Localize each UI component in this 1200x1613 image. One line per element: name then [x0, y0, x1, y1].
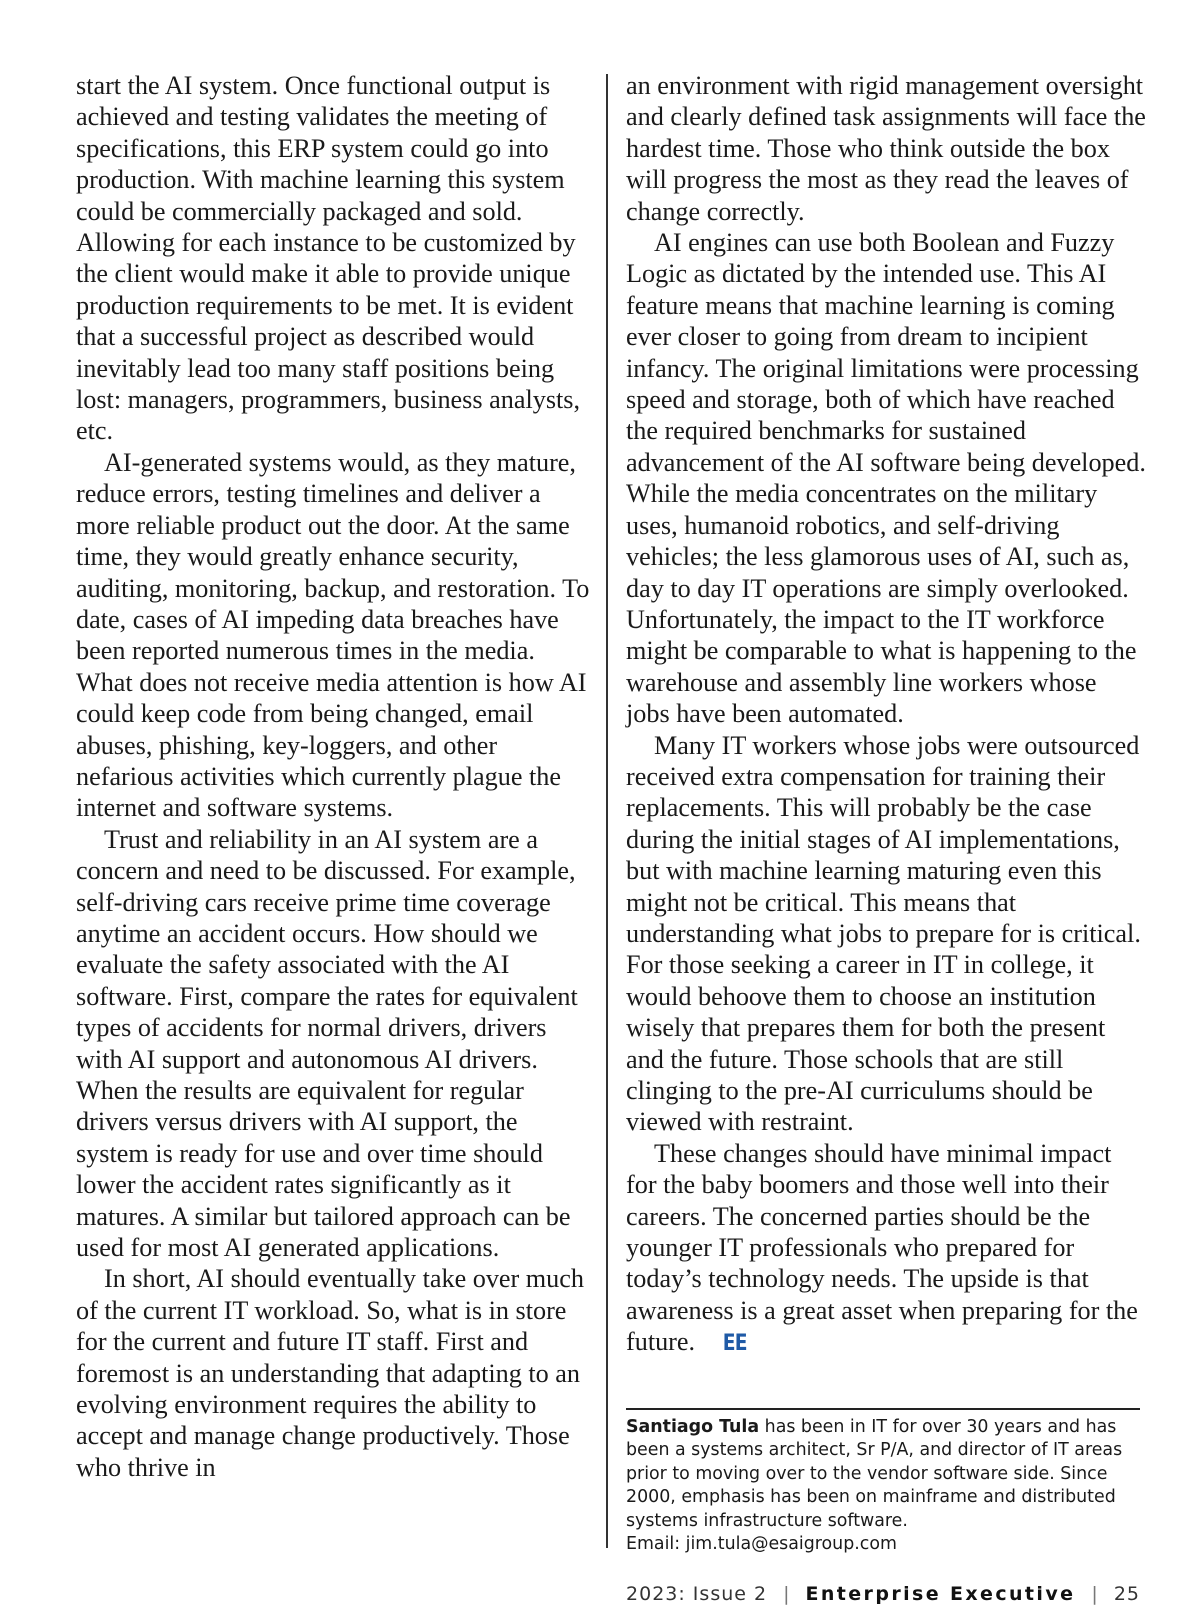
author-email[interactable]: Email: jim.tula@esaigroup.com [626, 1534, 897, 1555]
page-number: 25 [1113, 1583, 1140, 1605]
bio-divider [626, 1408, 1140, 1410]
footer-separator: | [1091, 1583, 1098, 1605]
paragraph-final [626, 1138, 1146, 1360]
end-mark-logo: EE [722, 1331, 747, 1357]
article-column-left [76, 70, 596, 1483]
author-name: Santiago Tula [626, 1417, 760, 1437]
issue-label: 2023: Issue 2 [626, 1583, 768, 1605]
paragraph-text: These changes should have minimal impact for the baby boomers and those well into their careers. The concerned parties should be the younger IT professionals who prepared for today’s technology needs. The upside is that awareness is a great asset when preparing for the future. [626, 1138, 1138, 1357]
page-footer [626, 1580, 1140, 1608]
article-column-right [626, 70, 1146, 1360]
author-bio [626, 1416, 1140, 1556]
paragraph: In short, AI should eventually take over much of the current IT workload. So, what is in store for the current and future IT staff. First and foremost is an understanding that adapting to an evolving environment requires the ability to accept and manage change productively. Those who thrive in [76, 1264, 584, 1482]
footer-separator: | [783, 1583, 790, 1605]
paragraph: Many IT workers whose jobs were outsourced received extra compensation for training their replacements. This will probably be the case during the initial stages of AI implementations, but with machine learning maturing even this might not be critical. This means that understanding what jobs to prepare for is critical. For those seeking a career in IT in college, it would behoove them to choose an institution wisely that prepares them for both the present and the future. Those schools that are still clinging to the pre-AI curriculums should be viewed with restraint. [626, 730, 1141, 1137]
author-bio-text: has been in IT for over 30 years and has been a systems architect, Sr P/A, and director of IT areas prior to moving over to the vendor software side. Since 2000, emphasis has been on mainframe and distributed systems infrastructure software. [626, 1417, 1123, 1531]
paragraph: Trust and reliability in an AI system are a concern and need to be discussed. For example, self-driving cars receive prime time coverage anytime an accident occurs. How should we evaluate the safety associated with the AI software. First, compare the rates for equivalent types of accidents for normal drivers, drivers with AI support and autonomous AI drivers. When the results are equivalent for regular drivers versus drivers with AI support, the system is ready for use and over time should lower the accident rates significantly as it matures. A similar but tailored approach can be used for most AI generated applications. [76, 824, 578, 1263]
paragraph: start the AI system. Once functional output is achieved and testing validates the meeting of specifications, this ERP system could go into production. With machine learning this system could be commercially packaged and sold. Allowing for each instance to be customized by the client would make it able to provide unique production requirements to be met. It is evident that a successful project as described would inevitably lead too many staff positions being lost: managers, programmers, business analysts, etc. [76, 71, 581, 446]
paragraph: an environment with rigid management oversight and clearly defined task assignments will face the hardest time. Those who think outside the box will progress the most as they read the leaves of change correctly. [626, 71, 1146, 226]
paragraph: AI-generated systems would, as they mature, reduce errors, testing timelines and deliver a more reliable product out the door. At the same time, they would greatly enhance security, auditing, monitoring, backup, and restoration. To date, cases of AI impeding data breaches have been reported numerous times in the media. What does not receive media attention is how AI could keep code from being changed, email abuses, phishing, key-loggers, and other nefarious activities which currently plague the internet and software systems. [76, 447, 590, 823]
publication-name: Enterprise Executive [805, 1583, 1076, 1605]
column-divider [606, 74, 608, 1548]
paragraph: AI engines can use both Boolean and Fuzzy Logic as dictated by the intended use. This AI feature means that machine learning is coming ever closer to going from dream to incipient infancy. The original limitations were processing speed and storage, both of which have reached the required benchmarks for sustained advancement of the AI software being developed. While the media concentrates on the military uses, humanoid robotics, and self-driving vehicles; the less glamorous uses of AI, such as, day to day IT operations are simply overlooked. Unfortunately, the impact to the IT workforce might be comparable to what is happening to the warehouse and assembly line workers whose jobs have been automated. [626, 228, 1146, 729]
